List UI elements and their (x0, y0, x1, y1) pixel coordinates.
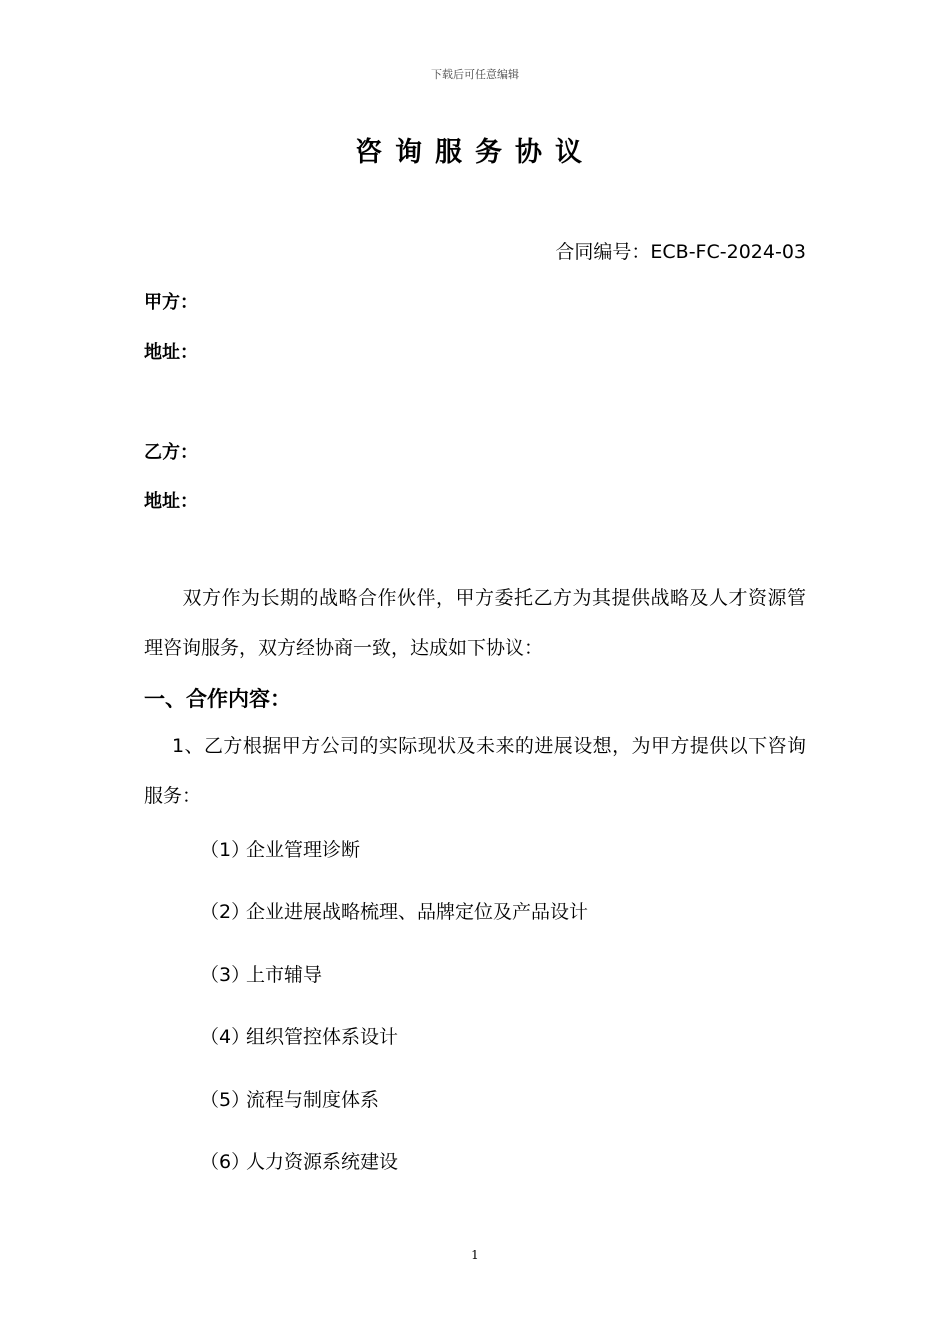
list-item (200, 1147, 398, 1174)
list-item-number: （6） (200, 1151, 251, 1173)
document-title: 咨询服务协议 (355, 137, 595, 168)
clause-1-text: 1、乙方根据甲方公司的实际现状及未来的进展设想，为甲方提供以下咨询服务： (144, 735, 806, 807)
intro-paragraph (144, 573, 806, 673)
list-item-number: （3） (200, 964, 251, 986)
header-note: 下载后可任意编辑 (431, 68, 519, 81)
list-item (200, 960, 322, 987)
list-item-text: 上市辅导 (246, 964, 323, 986)
intro-paragraph-text: 双方作为长期的战略合作伙伴，甲方委托乙方为其提供战略及人才资源管理咨询服务，双方经协商一致，达成如下协议： (144, 587, 806, 659)
list-item-number: （5） (200, 1089, 251, 1111)
list-item-text: 流程与制度体系 (246, 1089, 380, 1111)
party-a-name-label: 甲方： (144, 292, 198, 313)
list-item-number: （4） (200, 1026, 251, 1048)
list-item (200, 897, 588, 924)
clause-1 (144, 721, 806, 821)
list-item (200, 835, 360, 862)
list-item-number: （1） (200, 839, 251, 861)
contract-number: 合同编号：ECB-FC-2024-03 (555, 241, 806, 263)
list-item-text: 企业管理诊断 (246, 839, 361, 861)
list-item (200, 1085, 379, 1112)
page-number: 1 (471, 1248, 479, 1262)
list-item-text: 企业进展战略梳理、品牌定位及产品设计 (246, 901, 589, 923)
list-item (200, 1022, 398, 1049)
list-item-text: 组织管控体系设计 (246, 1026, 399, 1048)
party-a-address-label: 地址： (144, 342, 198, 363)
section-heading-cooperation: 一、合作内容： (144, 687, 291, 711)
party-b-name-label: 乙方： (144, 442, 198, 463)
party-b-address-label: 地址： (144, 491, 198, 512)
list-item-text: 人力资源系统建设 (246, 1151, 399, 1173)
list-item-number: （2） (200, 901, 251, 923)
